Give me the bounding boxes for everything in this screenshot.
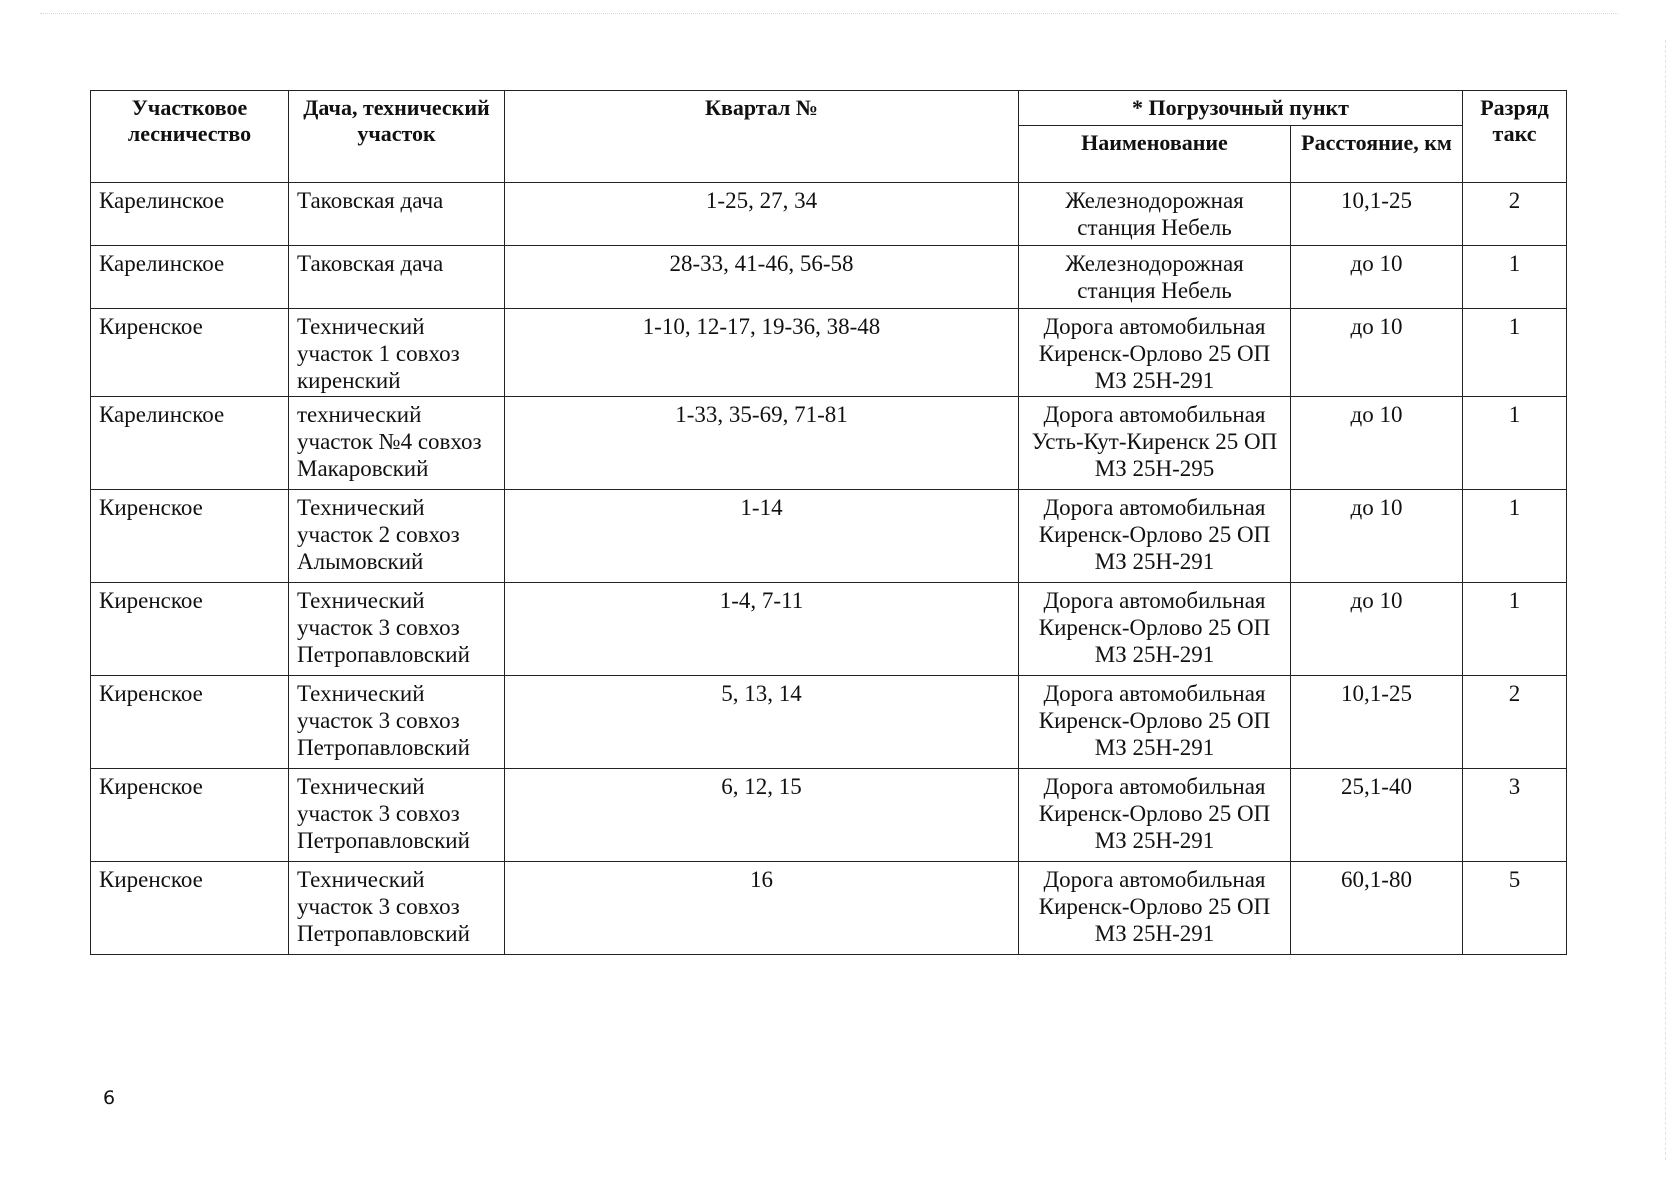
cell-point: Дорога автомобильная Усть-Кут-Киренск 25 ОП МЗ 25Н-295	[1019, 397, 1291, 490]
cell-rank: 1	[1463, 246, 1567, 309]
table-row	[91, 862, 1567, 955]
header-loading-point: * Погрузочный пункт	[1019, 91, 1463, 126]
cell-kvartal: 1-33, 35-69, 71-81	[505, 397, 1019, 490]
header-dacha: Дача, технический участок	[289, 91, 505, 183]
header-tax-rank: Разряд такс	[1463, 91, 1567, 183]
cell-dacha: технический участок №4 совхоз Макаровский	[289, 397, 505, 490]
table-row	[91, 769, 1567, 862]
cell-point: Дорога автомобильная Киренск-Орлово 25 ОП МЗ 25Н-291	[1019, 862, 1291, 955]
cell-kvartal: 1-4, 7-11	[505, 583, 1019, 676]
cell-point: Дорога автомобильная Киренск-Орлово 25 ОП МЗ 25Н-291	[1019, 676, 1291, 769]
cell-forestry: Карелинское	[91, 183, 289, 246]
cell-forestry: Киренское	[91, 490, 289, 583]
cell-kvartal: 1-10, 12-17, 19-36, 38-48	[505, 309, 1019, 397]
cell-dacha: Технический участок 1 совхоз киренский	[289, 309, 505, 397]
page-number: 6	[103, 1087, 116, 1109]
cell-kvartal: 28-33, 41-46, 56-58	[505, 246, 1019, 309]
cell-point: Дорога автомобильная Киренск-Орлово 25 ОП МЗ 25Н-291	[1019, 769, 1291, 862]
cell-forestry: Карелинское	[91, 397, 289, 490]
table-row	[91, 490, 1567, 583]
table-row	[91, 246, 1567, 309]
cell-rank: 2	[1463, 183, 1567, 246]
cell-forestry: Киренское	[91, 309, 289, 397]
cell-point: Дорога автомобильная Киренск-Орлово 25 ОП МЗ 25Н-291	[1019, 490, 1291, 583]
cell-distance: до 10	[1291, 583, 1463, 676]
cell-forestry: Карелинское	[91, 246, 289, 309]
cell-distance: 25,1-40	[1291, 769, 1463, 862]
cell-distance: 10,1-25	[1291, 183, 1463, 246]
cell-point: Железнодорожная станция Небель	[1019, 183, 1291, 246]
cell-dacha: Технический участок 3 совхоз Петропавловский	[289, 583, 505, 676]
cell-forestry: Киренское	[91, 769, 289, 862]
cell-distance: до 10	[1291, 246, 1463, 309]
cell-dacha: Технический участок 3 совхоз Петропавловский	[289, 862, 505, 955]
cell-point: Дорога автомобильная Киренск-Орлово 25 ОП МЗ 25Н-291	[1019, 309, 1291, 397]
cell-kvartal: 16	[505, 862, 1019, 955]
scan-artifact-edge	[1665, 40, 1666, 1160]
table-row	[91, 397, 1567, 490]
cell-dacha: Технический участок 3 совхоз Петропавловский	[289, 769, 505, 862]
cell-rank: 1	[1463, 397, 1567, 490]
cell-dacha: Таковская дача	[289, 246, 505, 309]
header-kvartal: Квартал №	[505, 91, 1019, 183]
cell-dacha: Технический участок 2 совхоз Алымовский	[289, 490, 505, 583]
header-distance: Расстояние, км	[1291, 126, 1463, 183]
cell-dacha: Технический участок 3 совхоз Петропавловский	[289, 676, 505, 769]
cell-rank: 1	[1463, 309, 1567, 397]
cell-kvartal: 5, 13, 14	[505, 676, 1019, 769]
cell-distance: до 10	[1291, 490, 1463, 583]
header-point-name: Наименование	[1019, 126, 1291, 183]
cell-rank: 2	[1463, 676, 1567, 769]
cell-point: Дорога автомобильная Киренск-Орлово 25 ОП МЗ 25Н-291	[1019, 583, 1291, 676]
cell-forestry: Киренское	[91, 583, 289, 676]
cell-forestry: Киренское	[91, 862, 289, 955]
table-row	[91, 583, 1567, 676]
header-forestry: Участковое лесничество	[91, 91, 289, 183]
cell-kvartal: 6, 12, 15	[505, 769, 1019, 862]
cell-distance: до 10	[1291, 309, 1463, 397]
scan-artifact-line	[40, 13, 1618, 14]
cell-rank: 3	[1463, 769, 1567, 862]
cell-forestry: Киренское	[91, 676, 289, 769]
table-row	[91, 183, 1567, 246]
cell-rank: 1	[1463, 583, 1567, 676]
table-header-row	[91, 91, 1567, 126]
cell-rank: 1	[1463, 490, 1567, 583]
table-row	[91, 676, 1567, 769]
cell-rank: 5	[1463, 862, 1567, 955]
cell-dacha: Таковская дача	[289, 183, 505, 246]
cell-distance: до 10	[1291, 397, 1463, 490]
cell-distance: 10,1-25	[1291, 676, 1463, 769]
cell-kvartal: 1-14	[505, 490, 1019, 583]
cell-distance: 60,1-80	[1291, 862, 1463, 955]
loading-points-table	[90, 90, 1567, 955]
cell-point: Железнодорожная станция Небель	[1019, 246, 1291, 309]
cell-kvartal: 1-25, 27, 34	[505, 183, 1019, 246]
table-row	[91, 309, 1567, 397]
